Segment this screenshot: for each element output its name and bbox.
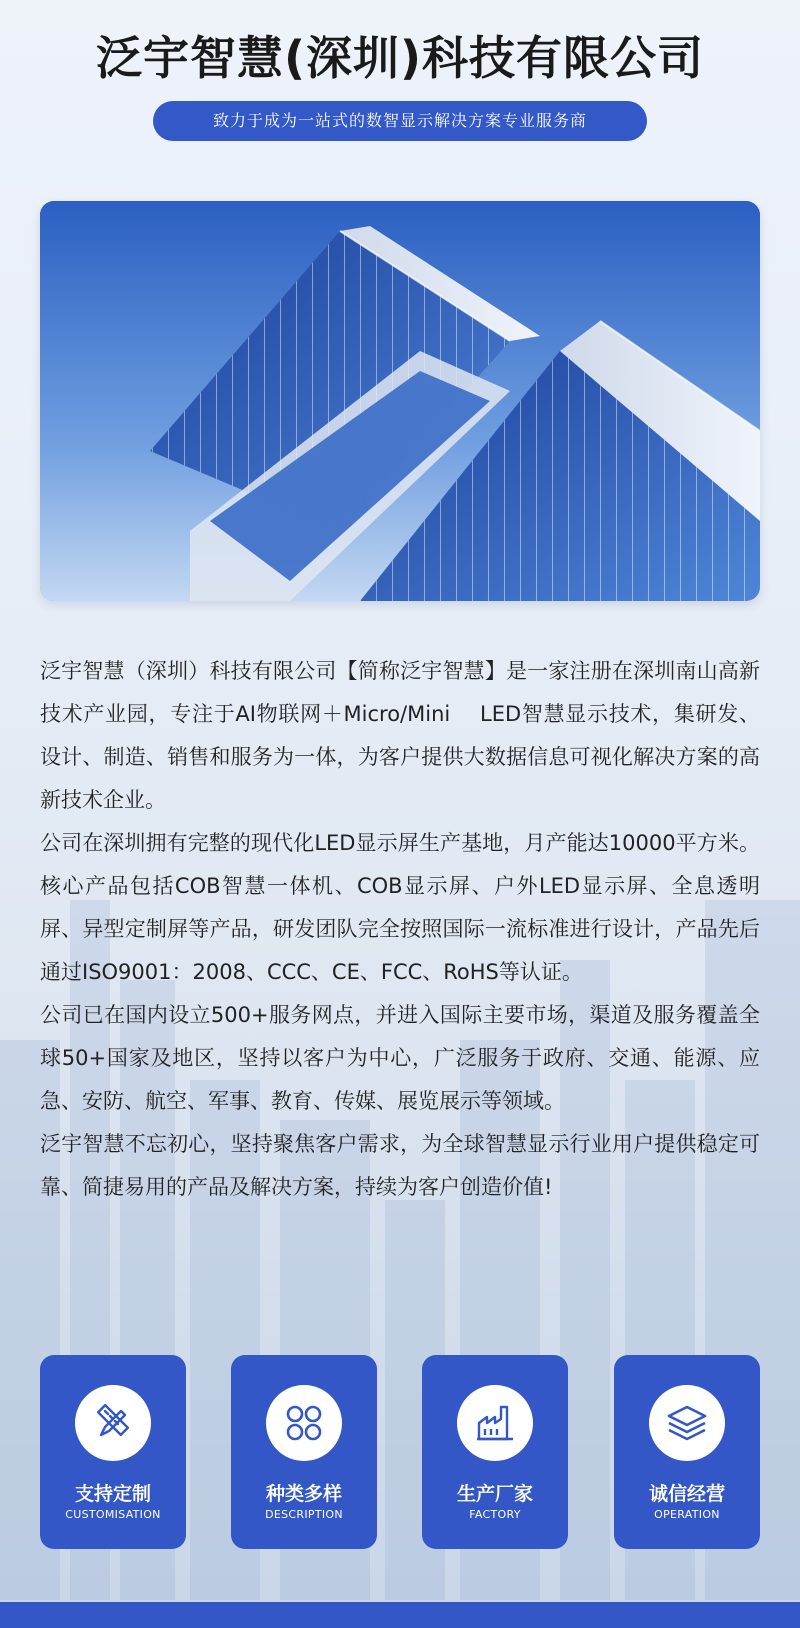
feature-card-description — [231, 1355, 377, 1549]
feature-subtitle: CUSTOMISATION — [65, 1508, 161, 1521]
skyscraper-illustration — [40, 201, 760, 601]
feature-card-operation — [614, 1355, 760, 1549]
feature-title: 支持定制 — [74, 1483, 151, 1505]
page-title: 泛宇智慧(深圳)科技有限公司 — [95, 31, 705, 85]
feature-title: 种类多样 — [265, 1483, 342, 1505]
feature-title: 生产厂家 — [456, 1483, 533, 1505]
factory-icon — [457, 1385, 533, 1461]
intro-paragraph: 公司在深圳拥有完整的现代化LED显示屏生产基地，月产能达10000平方米。核心产品包括COB智慧一体机、COB显示屏、户外LED显示屏、全息透明屏、异型定制屏等产品，研发团队完全按照国际一流标准进行设计，产品先后通过ISO9001：2008、CCC、CE、FCC、RoHS等认证。 — [40, 831, 760, 984]
feature-card-factory — [422, 1355, 568, 1549]
layers-icon — [649, 1385, 725, 1461]
bottom-accent-bar — [0, 1602, 800, 1628]
intro-paragraph: 泛宇智慧（深圳）科技有限公司【简称泛宇智慧】是一家注册在深圳南山高新技术产业园，专注于AI物联网＋Micro/Mini LED智慧显示技术，集研发、设计、制造、销售和服务为一体，为客户提供大数据信息可视化解决方案的高新技术企业。 — [40, 659, 760, 812]
company-intro — [40, 650, 760, 1209]
slogan-banner: 致力于成为一站式的数智显示解决方案专业服务商 — [153, 101, 647, 141]
feature-subtitle: DESCRIPTION — [265, 1508, 343, 1521]
four-petal-icon — [266, 1385, 342, 1461]
feature-subtitle: FACTORY — [469, 1508, 521, 1521]
intro-paragraph: 公司已在国内设立500+服务网点，并进入国际主要市场，渠道及服务覆盖全球50+国家及地区，坚持以客户为中心，广泛服务于政府、交通、能源、应急、安防、航空、军事、教育、传媒、展览展示等领域。 — [40, 1003, 760, 1113]
feature-cards — [40, 1355, 760, 1549]
intro-paragraph: 泛宇智慧不忘初心，坚持聚焦客户需求，为全球智慧显示行业用户提供稳定可靠、简捷易用的产品及解决方案，持续为客户创造价值! — [40, 1132, 760, 1199]
building-photo — [40, 201, 760, 601]
pencil-ruler-icon — [75, 1385, 151, 1461]
feature-title: 诚信经营 — [648, 1483, 725, 1505]
feature-subtitle: OPERATION — [654, 1508, 720, 1521]
feature-card-customisation — [40, 1355, 186, 1549]
